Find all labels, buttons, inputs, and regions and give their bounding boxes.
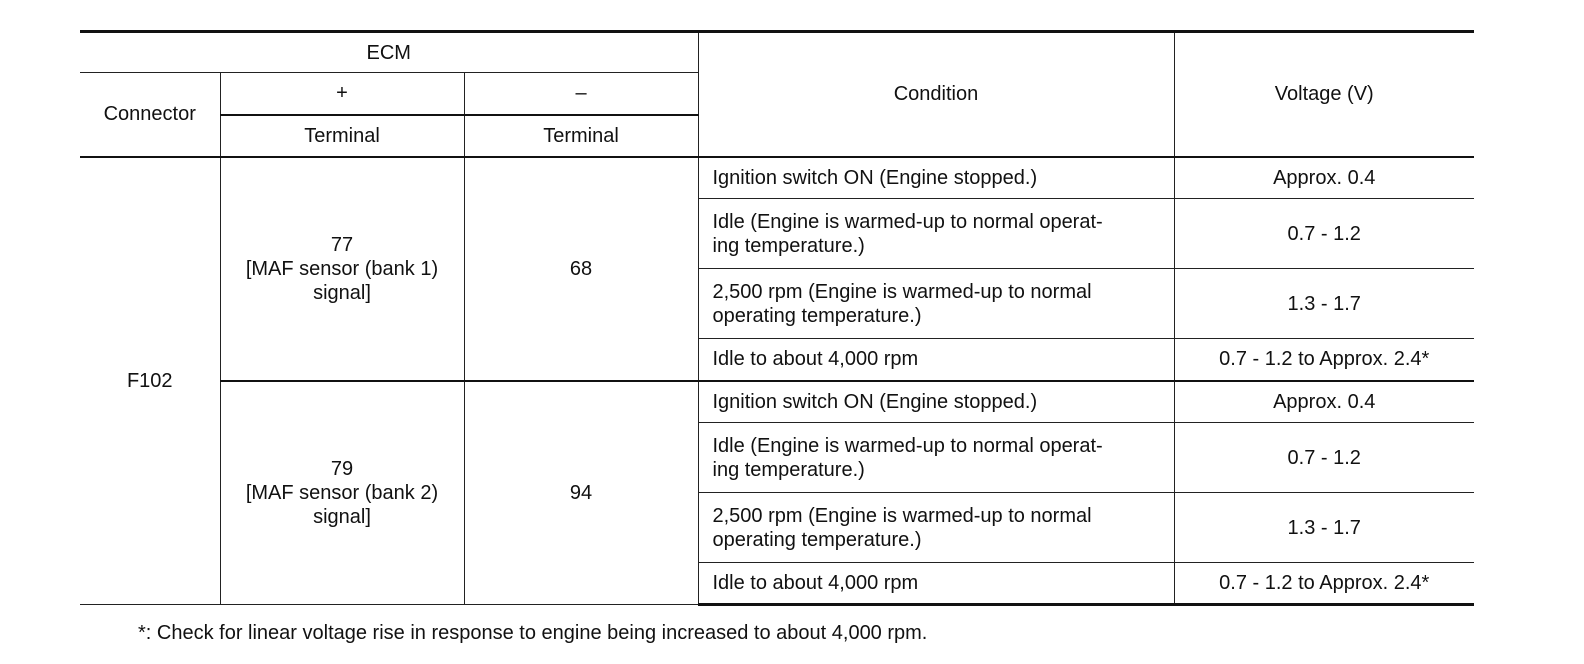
condition-line1: Idle (Engine is warmed-up to normal operat- [712, 434, 1103, 457]
header-voltage: Voltage (V) [1174, 32, 1474, 157]
connector-cell: F102 [80, 157, 220, 605]
condition-line1: Idle to about 4,000 rpm [712, 572, 919, 594]
condition-cell [698, 423, 1174, 493]
voltage-cell: 0.7 - 1.2 [1174, 199, 1474, 269]
footnote: *: Check for linear voltage rise in response to engine being increased to about 4,000 rpm. [138, 622, 928, 644]
header-terminal-plus: Terminal [220, 115, 464, 157]
condition-line1: Ignition switch ON (Engine stopped.) [712, 390, 1038, 413]
header-minus: – [464, 73, 698, 115]
condition-cell [698, 199, 1174, 269]
condition-line2: operating temperature.) [712, 528, 922, 551]
voltage-cell: 1.3 - 1.7 [1174, 269, 1474, 339]
header-connector: Connector [80, 73, 220, 157]
condition-line1: 2,500 rpm (Engine is warmed-up to normal [712, 280, 1092, 303]
voltage-cell: Approx. 0.4 [1174, 157, 1474, 199]
voltage-cell: 0.7 - 1.2 to Approx. 2.4* [1174, 339, 1474, 381]
plus-terminal-desc-line1: [MAF sensor (bank 2) [245, 481, 439, 504]
condition-cell [698, 563, 1174, 605]
ecm-terminal-voltage-table [80, 30, 1474, 606]
plus-terminal-desc-line1: [MAF sensor (bank 1) [245, 257, 439, 280]
table-row [80, 381, 1474, 423]
condition-line1: Idle to about 4,000 rpm [712, 348, 919, 371]
header-terminal-minus: Terminal [464, 115, 698, 157]
header-plus: + [220, 73, 464, 115]
minus-terminal-cell: 68 [464, 157, 698, 381]
condition-cell [698, 269, 1174, 339]
minus-terminal-cell: 94 [464, 381, 698, 605]
condition-line2: ing temperature.) [712, 458, 865, 481]
plus-terminal-cell [220, 381, 464, 605]
condition-line2: operating temperature.) [712, 304, 922, 327]
condition-line1: Idle (Engine is warmed-up to normal operat- [712, 210, 1103, 233]
plus-terminal-cell [220, 157, 464, 381]
condition-line1: Ignition switch ON (Engine stopped.) [712, 166, 1038, 189]
header-condition: Condition [698, 32, 1174, 157]
condition-cell [698, 381, 1174, 423]
condition-cell [698, 157, 1174, 199]
plus-terminal-desc-line2: signal] [313, 505, 371, 528]
voltage-cell: 0.7 - 1.2 to Approx. 2.4* [1174, 563, 1474, 605]
header-ecm: ECM [80, 32, 698, 73]
condition-cell [698, 493, 1174, 563]
condition-line1: 2,500 rpm (Engine is warmed-up to normal [712, 504, 1092, 527]
plus-terminal-desc-line2: signal] [313, 281, 371, 304]
plus-terminal-number: 79 [330, 457, 354, 480]
voltage-cell: 0.7 - 1.2 [1174, 423, 1474, 493]
voltage-cell: Approx. 0.4 [1174, 381, 1474, 423]
plus-terminal-number: 77 [330, 233, 354, 256]
condition-line2: ing temperature.) [712, 234, 865, 257]
condition-cell [698, 339, 1174, 381]
table-row [80, 157, 1474, 199]
voltage-cell: 1.3 - 1.7 [1174, 493, 1474, 563]
